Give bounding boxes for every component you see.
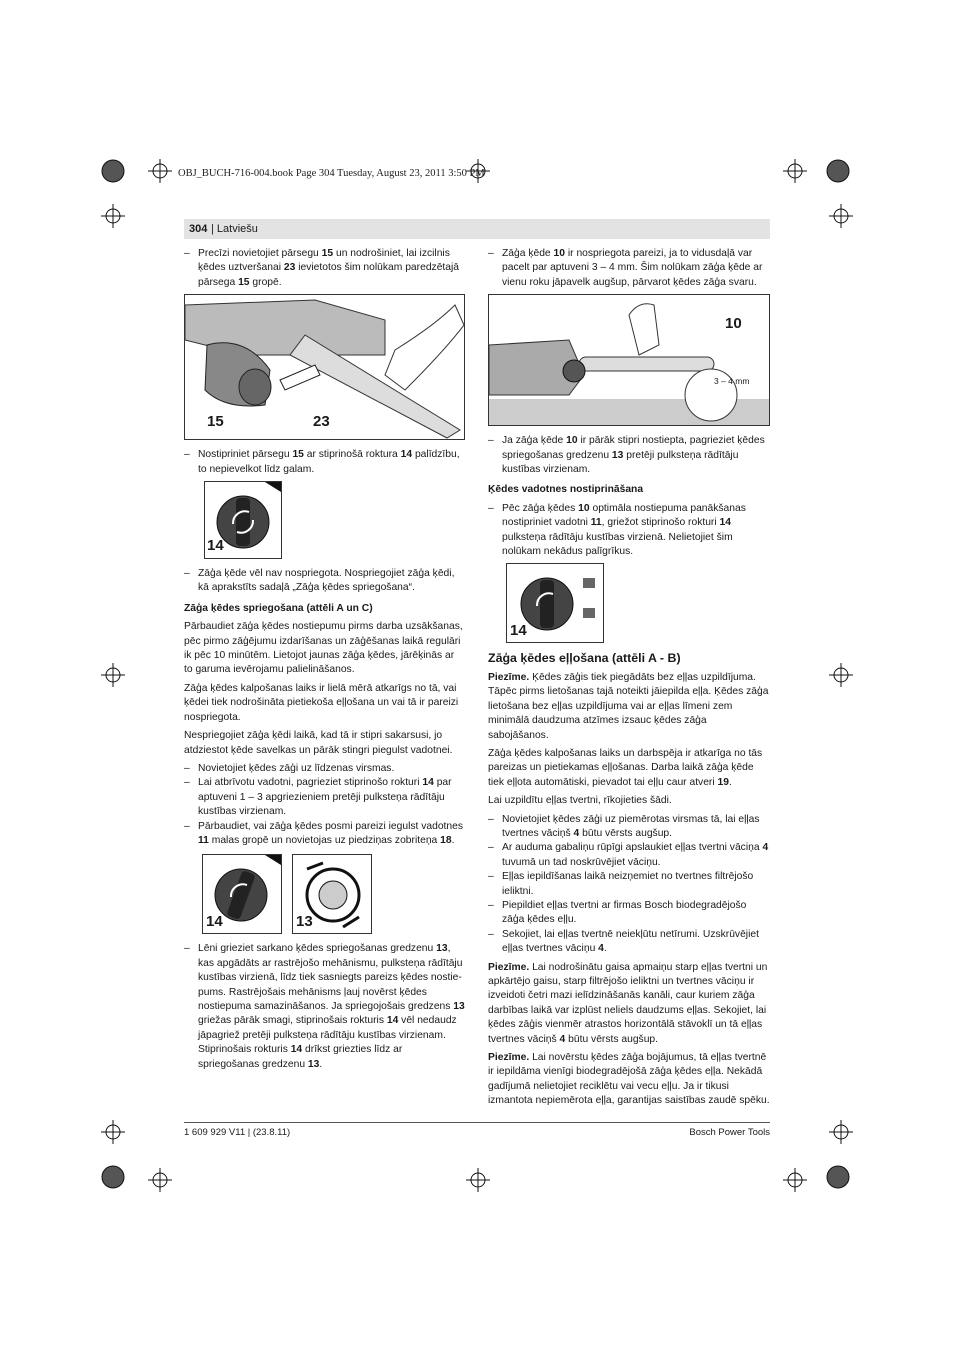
footer-left: 1 609 929 V11 | (23.8.11) xyxy=(184,1127,291,1138)
paragraph: Zāģa ķēdes kalpošanas laiks ir lielā mērā atkarīgs no tā, vai ķēdei tiek nodrošināta pietiekoša eļļošana un vai tā ir pareizi nospriegota. xyxy=(184,682,459,723)
paragraph: Piezīme. Ķēdes zāģis tiek piegādāts bez eļļas uzpildījuma. Tāpēc pirms lietošanas tajā noteikti jāiepilda eļļa. Ķēdes zāģa lietošana bez eļļas uzpildījuma vai ar eļļas līmeni zem minimālā daudzuma atzīmes izsauc ķēdes zāģa sabojāšanos. xyxy=(488,671,769,741)
paragraph: Nespriegojiet zāģa ķēdi laikā, kad tā ir stipri sakarsusi, jo atdziestot ķēde savelkas un pārāk stingri piegulst vadotnei. xyxy=(184,730,453,756)
figure-label-15: 15 xyxy=(207,413,224,431)
figure-label-23: 23 xyxy=(313,413,330,431)
page-number: 304 xyxy=(189,223,208,235)
figure-knob-release xyxy=(202,854,282,934)
right-column xyxy=(488,247,770,1113)
list-item: – Pārbaudiet, vai zāģa ķēdes posmi pareizi iegulst vadotnes 11 malas gropē un novietojas uz piedziņas zobriteņa 18. xyxy=(184,820,465,849)
list-item: – Ja zāģa ķēde 10 ir pārāk stipri nostiepta, pagrieziet ķēdes spriegošanas gredzenu 13 pretēji pulksteņa rādītāju kustības virzienam. xyxy=(488,434,770,477)
footer-right: Bosch Power Tools xyxy=(689,1127,770,1138)
list-item: – Eļļas iepildīšanas laikā neizņemiet no tvertnes filtrējošo ieliktni. xyxy=(488,870,770,899)
list-item: – Zāģa ķēde vēl nav nospriegota. Nospriegojiet zāģa ķēdi, kā aprakstīts sadaļā „Zāģa ķēdes spriegošana“. xyxy=(184,567,465,596)
list-item: – Precīzi novietojiet pārsegu 15 un nodrošiniet, lai izcilnis ķēdes uztveršanai 23 ievietotos šim nolūkam paredzētajā pārsega 15 gropē. xyxy=(184,247,465,290)
figure-label-14: 14 xyxy=(207,537,224,555)
figure-knob-loose xyxy=(204,481,282,559)
list-item: – Lēni grieziet sarkano ķēdes spriegošanas gredzenu 13, kas apgādāts ar rastrējošo mehānismu, pulksteņa rādītāju kustības virzienā, līdz tiek sasniegts pareizs ķēdes nostie-pums. Rastrējošais mehānisms ļauj novērst ķēdes nostiepuma samazināšanos. Ja spriegojošais gredzens 13 griežas pārāk smagi, stiprinošais rokturis 14 vēl nedaudz jāpagriež pretēji pulksteņa rādītāju kustības virzienam. Stiprinošais rokturis 14 drīkst griezties līdz ar spriegošanas gredzenu 13. xyxy=(184,942,465,1072)
list-item: – Pēc zāģa ķēdes 10 optimāla nostiepuma panākšanas nostipriniet vadotni 11, griežot stiprinošo rokturi 14 pulksteņa rādītāju kustības virzienā. Nelietojiet šim nolūkam nekādus palīgrīkus. xyxy=(488,502,770,560)
list-item: – Ar auduma gabaliņu rūpīgi apslaukiet eļļas tvertni vāciņa 4 tuvumā un tad noskrūvējiet vāciņu. xyxy=(488,841,770,870)
figure-tension-ring xyxy=(292,854,372,934)
figure-label-14: 14 xyxy=(510,622,527,640)
list-item: – Lai atbrīvotu vadotni, pagrieziet stiprinošo rokturi 14 par aptuveni 1 – 3 apgriezieniem pretēji pulksteņa rādītāju kustības virzienam. xyxy=(184,776,465,819)
section-heading: Zāģa ķēdes eļļošana (attēli A - B) xyxy=(488,651,681,666)
paragraph: Piezīme. Lai nodrošinātu gaisa apmaiņu starp eļļas tvertni un apkārtējo gaisu, starp filtrējošo ieliktni un tvertnes vāciņu ir izveidoti četri mazi ielīdzināšanās kanāli, caur kuriem zāģa darbības laikā var izplūst neliels daudzums eļļas. Sekojiet, lai ķēdes zāģis vienmēr atrastos horizontālā stāvoklī un tā eļļas tvertnes vāciņš 4 būtu vērsts augšup. xyxy=(488,961,768,1045)
print-slug: OBJ_BUCH-716-004.book Page 304 Tuesday, August 23, 2011 3:50 PM xyxy=(178,168,485,179)
paragraph: Pārbaudiet zāģa ķēdes nostiepumu pirms darba uzsākšanas, pēc pirmo zāģējumu izdarīšanas un zāģēšanas laikā regulāri ik pēc 10 minūtēm. Lietojot jaunas zāģa ķēdes, jārēķinās ar to garuma ievērojamu palielināšanos. xyxy=(184,621,463,676)
list-item: – Nostipriniet pārsegu 15 ar stiprinošā roktura 14 palīdzību, to nepievelkot līdz galam. xyxy=(184,448,465,477)
list-item: – Piepildiet eļļas tvertni ar firmas Bosch biodegradējošo zāģa ķēdes eļļu. xyxy=(488,899,770,928)
paragraph: Lai uzpildītu eļļas tvertni, rīkojieties šādi. xyxy=(488,795,672,807)
list-item: – Novietojiet ķēdes zāģi uz piemērotas virsmas tā, lai eļļas tvertnes vāciņš 4 būtu vērsts augšup. xyxy=(488,813,770,842)
figure-knob-lock xyxy=(506,563,604,643)
footer-rule xyxy=(184,1122,770,1123)
paragraph: Piezīme. Lai novērstu ķēdes zāģa bojājumus, tā eļļas tvertnē ir iepildāma vienīgi biodegradējošā zāģa ķēdes eļļa. Nekādā gadījumā nelietojiet reciklētu vai vecu eļļu. Ja ir tikusi izmantota nepiemērota eļļa, garantijas saistības zaudē spēku. xyxy=(488,1052,770,1107)
paragraph: Zāģa ķēdes kalpošanas laiks un darbspēja ir atkarīga no tās pareizas un pietiekamas eļļošanas. Darba laikā zāģa ķēde tiek eļļota automātiski, pievadot tai eļļu caur atveri 19. xyxy=(488,747,763,788)
page-header xyxy=(184,219,770,239)
figure-cover-mount xyxy=(184,294,465,440)
figure-pair xyxy=(202,854,465,934)
list-item: – Novietojiet ķēdes zāģi uz līdzenas virsmas. xyxy=(184,762,465,776)
section-title: | Latviešu xyxy=(211,223,258,235)
list-item: – Sekojiet, lai eļļas tvertnē neiekļūtu netīrumi. Uzskrūvējiet eļļas tvertnes vāciņu 4. xyxy=(488,928,770,957)
figure-label-10: 10 xyxy=(725,315,742,333)
subheading: Ķēdes vadotnes nostiprināšana xyxy=(488,484,644,496)
figure-chain-tension xyxy=(488,294,770,426)
list-item: – Zāģa ķēde 10 ir nospriegota pareizi, ja to vidusdaļā var pacelt par aptuveni 3 – 4 mm. Šim nolūkam zāģa ķēde ar vienu roku jāpavelk augšup, pārvarot ķēdes zāģa svaru. xyxy=(488,247,770,290)
left-column xyxy=(184,247,465,1076)
figure-label-14: 14 xyxy=(206,913,223,931)
figure-label-13: 13 xyxy=(296,913,313,931)
dimension-label: 3 – 4 mm xyxy=(714,376,750,387)
subheading: Zāģa ķēdes spriegošana (attēli A un C) xyxy=(184,602,373,614)
